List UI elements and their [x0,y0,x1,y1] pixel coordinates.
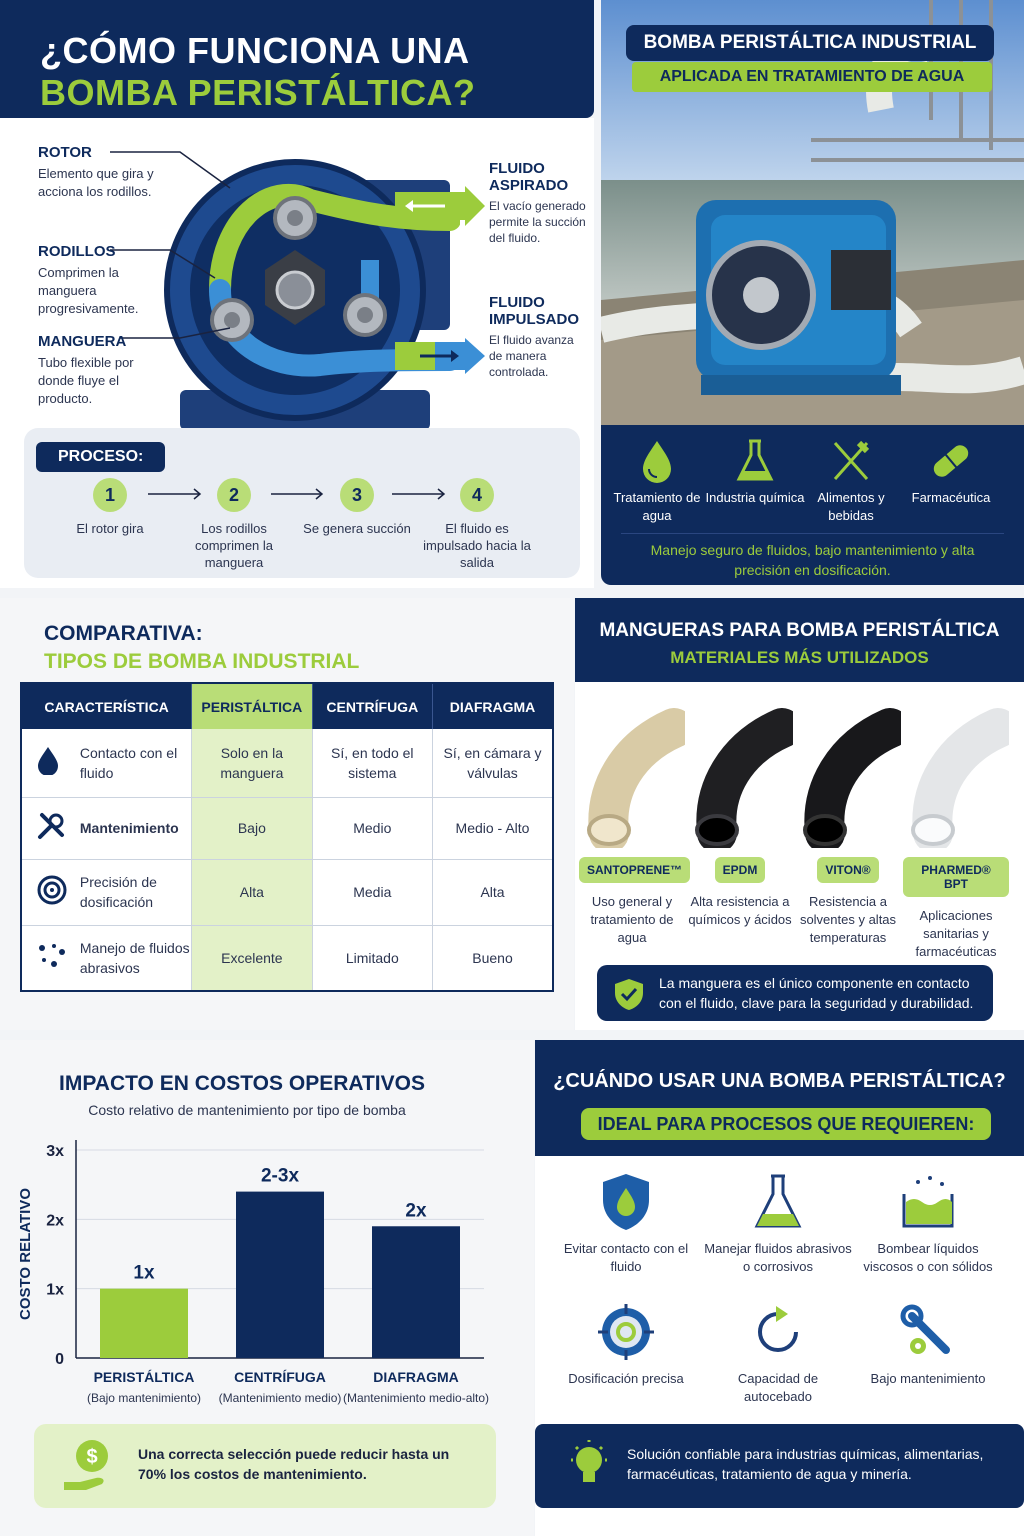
y-tick-label: 0 [55,1351,64,1368]
wrench-gear-icon [898,1302,958,1362]
outlet-arrow-icon [395,338,485,374]
y-axis-label: COSTO RELATIVO [17,1188,34,1320]
table-cell: Alta [433,859,553,925]
feature-cell [21,925,192,991]
label-rotor [38,144,158,201]
feature-label: Precisión de dosificación [79,874,157,910]
label-aspirado [489,160,589,246]
page-title [40,30,475,114]
table-row [21,797,553,859]
label-aspirado-title-1: FLUIDO [489,160,545,177]
comparison-title-2: TIPOS DE BOMBA INDUSTRIAL [44,650,360,673]
x-tick-note: (Mantenimiento medio-alto) [342,1391,490,1405]
hose-image [903,708,1009,848]
use-label: Manejar fluidos abrasivos o corrosivos [704,1241,852,1274]
table-cell: Sí, en cámara y válvulas [433,729,553,797]
industry-label: Industria química [705,490,805,505]
hose-tag: EPDM [715,857,766,883]
hose-tag: PHARMED® BPT [903,857,1009,897]
comparison-title-1: COMPARATIVA: [44,622,203,645]
use-label: Dosificación precisa [568,1371,684,1386]
hoses-note-text: La manguera es el único componente en contacto con el fluido, clave para la seguridad y durabilidad. [659,975,974,1011]
table-row [21,925,553,991]
hose-item [579,708,685,947]
industry-item [901,439,1001,507]
hose-image [795,708,901,848]
x-tick-label: CENTRÍFUGA [234,1369,326,1385]
label-rodillos-title: RODILLOS [38,243,116,260]
use-item [853,1172,1003,1276]
column-header: CENTRÍFUGA [312,683,432,729]
use-label: Bajo mantenimiento [870,1371,986,1386]
process-panel [24,428,580,578]
step-number: 2 [217,478,251,512]
x-tick-label: DIAFRAGMA [373,1369,459,1385]
bar-value-label: 2x [405,1200,427,1222]
hose-tag: VITON® [817,857,878,883]
label-rodillos-text: Comprimen la manguera progresivamente. [38,265,139,316]
y-tick-label: 3x [46,1143,64,1160]
comparison-table [20,682,554,992]
flask-icon [751,1172,805,1232]
feature-label: Contacto con el fluido [79,744,178,781]
label-aspirado-title-2: ASPIRADO [489,177,569,194]
when-to-use-title: ¿CUÁNDO USAR UNA BOMBA PERISTÁLTICA? [553,1070,1006,1092]
column-header: PERISTÁLTICA [192,683,312,729]
when-to-use-note-text: Solución confiable para industrias químicas, alimentarias, farmacéuticas, tratamiento de agua y minería. [627,1446,984,1482]
table-cell: Media [312,859,432,925]
table-cell: Sí, en todo el sistema [312,729,432,797]
flask-icon [735,439,775,483]
lightbulb-icon [567,1438,611,1494]
x-tick-label: PERISTÁLTICA [93,1369,195,1385]
hose-desc: Aplicaciones sanitarias y farmacéuticas [915,908,997,959]
label-manguera-title: MANGUERA [38,333,127,350]
cost-bar-chart [0,1130,520,1420]
when-to-use-section [535,1040,1024,1536]
feature-cell [21,859,192,925]
step-text: Los rodillos comprimen la manguera [194,521,274,570]
use-item [551,1172,701,1276]
hose-item [795,708,901,947]
money-hand-icon [62,1436,118,1496]
hose-desc: Resistencia a solventes y altas temperaturas [799,894,897,945]
wrench-icon [36,811,66,841]
use-item [551,1302,701,1388]
bar [372,1226,460,1358]
hose-desc: Uso general y tratamiento de agua [590,894,674,945]
step-number: 1 [93,478,127,512]
feature-label: Manejo de fluidos abrasivos [79,939,190,976]
bar-value-label: 2-3x [260,1165,300,1187]
comparison-title [44,620,359,676]
process-title: PROCESO: [36,442,165,472]
title-line-1: ¿CÓMO FUNCIONA UNA [40,30,470,71]
costs-section [0,1040,534,1536]
comparison-section [0,598,574,1030]
label-rotor-text: Elemento que gira y acciona los rodillos. [38,166,154,199]
process-arrows [144,486,454,502]
hose-item [687,708,793,929]
industry-label: Tratamiento de agua [613,490,701,523]
column-header: CARACTERÍSTICA [21,683,192,729]
step-number: 3 [340,478,374,512]
costs-title: IMPACTO EN COSTOS OPERATIVOS [59,1072,425,1095]
when-to-use-subtitle: IDEAL PARA PROCESOS QUE REQUIEREN: [581,1108,991,1140]
shield-drop-icon [599,1172,653,1232]
label-manguera [38,333,148,408]
column-header: DIAFRAGMA [433,683,553,729]
shield-check-icon [613,977,645,1011]
feature-label: Mantenimiento [79,820,179,836]
bar [236,1192,324,1358]
hose-item [903,708,1009,961]
use-item [703,1302,853,1406]
industry-label: Alimentos y bebidas [817,490,885,523]
hose-image [579,708,685,848]
costs-note-text: Una correcta selección puede reducir hasta un 70% los costos de mantenimiento. [138,1446,450,1482]
use-item [853,1302,1003,1388]
refresh-icon [748,1302,808,1362]
label-rodillos [38,243,148,318]
table-row [21,859,553,925]
when-to-use-note [535,1424,1024,1508]
hoses-title: MANGUERAS PARA BOMBA PERISTÁLTICA [599,620,1000,641]
step-number: 4 [460,478,494,512]
industry-item [705,439,805,507]
feature-cell [21,729,192,797]
hose-desc: Alta resistencia a químicos y ácidos [688,894,792,927]
hoses-header [575,598,1024,682]
table-cell: Bajo [192,797,312,859]
table-cell: Alta [192,859,312,925]
label-impulsado-title-1: FLUIDO [489,294,545,311]
water-treatment-badge: APLICADA EN TRATAMIENTO DE AGUA [632,62,992,92]
when-to-use-header [535,1040,1024,1156]
inlet-arrow-icon [395,186,485,226]
industrial-pump-badge: BOMBA PERISTÁLTICA INDUSTRIAL [626,25,994,61]
target-icon [596,1302,656,1362]
hoses-note [597,965,993,1021]
costs-note [34,1424,496,1508]
bar [100,1289,188,1358]
industries-panel [601,425,1024,585]
step-text: Se genera succión [303,521,411,536]
title-line-2: BOMBA PERISTÁLTICA? [40,72,476,113]
table-cell: Bueno [433,925,553,991]
label-impulsado-title-2: IMPULSADO [489,311,579,328]
use-label: Capacidad de autocebado [737,1371,819,1404]
step-text: El fluido es impulsado hacia la salida [423,521,531,570]
table-row [21,729,553,797]
x-tick-note: (Bajo mantenimiento) [86,1391,202,1405]
hose-tag: SANTOPRENE™ [579,857,690,883]
table-cell: Excelente [192,925,312,991]
bar-value-label: 1x [133,1262,155,1284]
capsule-icon [929,439,973,483]
hero-header [0,0,594,118]
label-impulsado [489,294,589,380]
table-cell: Medio - Alto [433,797,553,859]
viscous-liquid-icon [898,1172,958,1232]
table-cell: Solo en la manguera [192,729,312,797]
hose-image [687,708,793,848]
use-label: Evitar contacto con el fluido [563,1241,689,1274]
use-label: Bombear líquidos viscosos o con sólidos [863,1241,993,1274]
label-manguera-text: Tubo flexible por donde fluye el producto. [38,355,134,406]
utensils-icon [831,439,871,483]
water-drop-icon [637,439,677,483]
table-cell: Medio [312,797,432,859]
target-icon [36,874,68,906]
hoses-subtitle: MATERIALES MÁS UTILIZADOS [670,648,929,667]
step-text: El rotor gira [76,521,144,536]
label-rotor-title: ROTOR [38,144,92,161]
industries-note: Manejo seguro de fluidos, bajo mantenimiento y alta precisión en dosificación. [621,533,1004,580]
table-header-row [21,683,553,729]
hoses-section [575,598,1024,1030]
industry-label: Farmacéutica [911,490,991,505]
x-tick-note: (Mantenimiento medio) [218,1391,342,1405]
y-tick-label: 2x [46,1212,64,1230]
drop-icon [36,745,60,775]
industry-item [607,439,707,525]
table-cell: Limitado [312,925,432,991]
svg-text:$: $ [86,1446,98,1468]
feature-cell [21,797,192,859]
label-aspirado-text: El vacío generado permite la succión del fluido. [489,199,586,245]
industry-item [801,439,901,525]
label-impulsado-text: El fluido avanza de manera controlada. [489,333,574,379]
use-item [703,1172,853,1276]
particles-icon [36,940,66,970]
costs-subtitle: Costo relativo de mantenimiento por tipo de bomba [88,1102,406,1118]
y-tick-label: 1x [46,1281,64,1299]
